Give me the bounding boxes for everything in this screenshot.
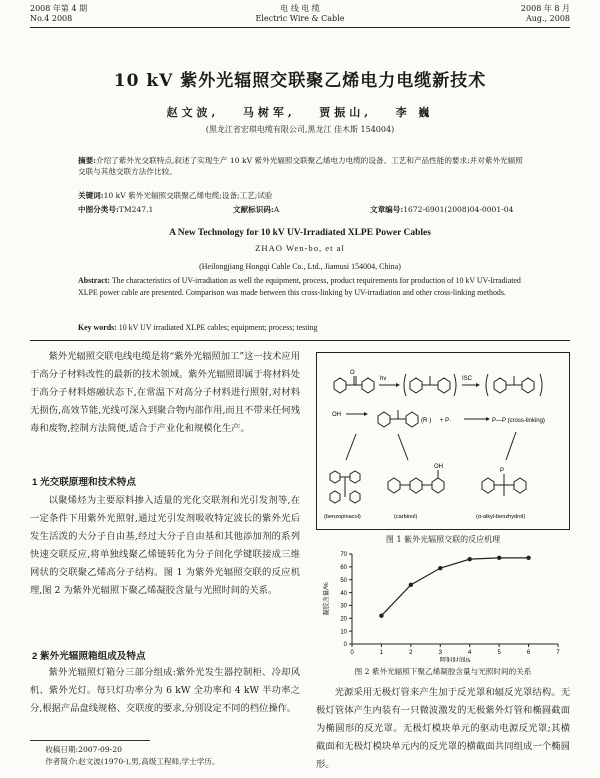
y-tick-label: 30 — [340, 603, 347, 610]
header-issue-cn: 2008 年第 4 期 — [30, 4, 88, 13]
section-1-paragraph: 以聚烯烃为主要原料掺入适量的光化交联剂和光引发剂等,在一定条件下用紫外光照射,通过光引发剂吸收特定波长的紫外光后发生活泼的大分子自由基,经过大分子自由基和其他添加剂的系列快速交联反应,将单独线聚乙烯链转化为分子间化学键联接成三维网状的交联聚乙烯高分子结构。图 1 为紫外光辐照交联的反应机理,图 2 为紫外光辐照下聚乙烯凝胶含量与光照时间的关系。 — [30, 495, 300, 597]
gel-data-point — [497, 556, 501, 560]
clc-field — [78, 204, 153, 215]
x-tick-label: 1 — [379, 650, 384, 656]
article-number-label: 文章编号: — [370, 205, 404, 214]
benzophenone-molecule — [334, 376, 374, 393]
svg-text:O: O — [350, 370, 355, 376]
footnote-rule — [30, 740, 150, 741]
footnote-author: 作者简介:赵文波(1970-),男,高级工程师,学士学历。 — [45, 757, 220, 766]
author: 贾振山, — [319, 106, 373, 119]
branch-arrow-1 — [346, 434, 356, 460]
y-tick-label: 0 — [343, 642, 347, 649]
y-axis-label: 凝胶含量/% — [323, 582, 330, 616]
alkyl-p-label: P — [500, 468, 505, 474]
english-keywords-text: 10 kV UV irradiated XLPE cables; equipment; process; testing — [118, 323, 318, 332]
abstract-rule — [30, 340, 570, 341]
abstract-label: 摘要: — [78, 156, 96, 165]
abstraction-arrow-head — [364, 412, 368, 416]
gel-data-point — [438, 566, 442, 570]
english-keywords-label: Key words: — [78, 323, 117, 332]
gel-data-point — [526, 556, 530, 560]
affiliation: (黑龙江省宏琪电缆有限公司,黑龙江 佳木斯 154004) — [205, 125, 395, 134]
author: 马树军, — [242, 106, 296, 119]
doc-code-label: 文献标识码: — [233, 205, 274, 214]
carbinol-oh-label: OH — [434, 464, 443, 470]
y-tick-label: 40 — [340, 590, 347, 597]
header-issue-en: No.4 2008 — [30, 14, 73, 23]
english-affiliation: (Heilongjiang Hongqi Cable Co., Ltd., Jiamusi 154004, China) — [199, 262, 401, 271]
y-tick-label: 10 — [340, 629, 347, 636]
section-2-paragraph: 紫外光辐照灯箱分三部分组成:紫外光发生器控制柜、冷却风机、紫外光灯。每只灯功率分为 6 kW 全功率和 4 kW 半功率之分,根据产品盘线规格、交联度的要求,分别设定不同的档位操作。 — [30, 667, 300, 715]
header-center — [0, 4, 600, 24]
x-tick-label: 7 — [556, 650, 560, 656]
r-radical-label: (R·) — [421, 418, 432, 424]
x-tick-label: 4 — [468, 650, 472, 656]
article-number-value: 1672-6901(2008)04-0001-04 — [403, 205, 514, 214]
plus-p: + P· — [440, 418, 452, 424]
excited-benzophenone — [404, 374, 456, 396]
oh-label: OH — [332, 412, 341, 418]
isc-arrow-head — [476, 383, 480, 387]
y-tick-label: 50 — [340, 577, 347, 584]
reaction-mechanism-diagram — [316, 352, 570, 530]
branch-arrow-3 — [506, 432, 516, 460]
english-abstract — [78, 275, 526, 298]
journal-name-en: Electric Wire & Cable — [255, 14, 345, 23]
gel-series-line — [381, 558, 528, 616]
x-tick-label: 0 — [350, 650, 354, 656]
author: 李 巍 — [395, 106, 434, 119]
gel-data-point — [409, 583, 413, 587]
figure-2-caption: 图 2 紫外光辐照下聚乙烯凝胶含量与光照时间的关系 — [354, 667, 532, 676]
author-list — [0, 104, 600, 120]
hv-label: hv — [380, 376, 387, 382]
isc-label: ISC — [462, 376, 473, 382]
y-tick-label: 70 — [340, 552, 347, 559]
section-2-heading: 2 紫外光辐照箱组成及特点 — [32, 651, 146, 662]
carbinol-label: (carbinol) — [394, 514, 418, 520]
benzopinacol-molecule — [330, 471, 360, 503]
keywords-text: 10 kV 紫外光辐照交联聚乙烯电缆;设备;工艺;试验 — [103, 191, 273, 200]
benzopinacol-label: (benzopinacol) — [324, 514, 361, 520]
english-keywords — [78, 322, 526, 333]
alkyl-benzhydrol-molecule — [482, 474, 526, 496]
intro-paragraph: 紫外光辐照交联电线电缆是将“紫外光辐照加工”这一技术应用于高分子材料改性的最新的技术领域。紫外光辐照即属于将材料处于高分子材料熔融状态下,在常温下对高分子材料进行照射,对材料无损伤,高效节能,光线可深入到聚合物内部作用,而且不带来任何残毒和废物,控制方法简便,适合于产业化和规模化生产。 — [30, 351, 300, 435]
reaction-arrow-head — [396, 383, 400, 387]
carbinol-molecule — [388, 470, 444, 493]
figure-1 — [316, 352, 570, 530]
x-tick-label: 6 — [526, 650, 531, 656]
alkyl-benzhydrol-label: (α-alkyl-benzhydrol) — [476, 514, 526, 520]
gel-content-chart — [318, 548, 570, 662]
gel-data-point — [468, 557, 472, 561]
right-column-paragraph: 光源采用无极灯管来产生加于反光罩和辐反光罩结构。无极灯管体产生内装有一只微波激发的无极紫外灯管和椭圆截面为椭圆形的反光罩。无极灯模块单元的驱动电源反光罩;其横截面和无极灯模块单元内的反光罩的横截面共同组成一个椭圆形。 — [316, 687, 570, 771]
clc-label: 中图分类号: — [78, 205, 119, 214]
header-date-en: Aug., 2008 — [525, 14, 570, 23]
section-1-heading: 1 光交联原理和技术特点 — [32, 477, 136, 488]
figure-1-caption: 图 1 紫外光辐照交联的反应机理 — [385, 535, 501, 544]
x-axis-label: 照射时间/s — [439, 657, 471, 662]
footnotes — [30, 744, 300, 768]
cross-linking-label: P—P (cross-linking) — [492, 418, 545, 424]
ketyl-radical — [378, 410, 418, 427]
paper-title: 10 kV 紫外光辐照交联聚乙烯电力电缆新技术 — [113, 71, 487, 91]
english-author: ZHAO Wen-bo, et al — [255, 243, 345, 253]
english-title: A New Technology for 10 kV UV-Irradiated XLPE Power Cables — [169, 228, 431, 238]
y-tick-label: 20 — [340, 616, 347, 623]
journal-name-cn: 电 线 电 缆 — [280, 4, 320, 13]
x-tick-label: 2 — [409, 650, 413, 656]
abstract-text: 介绍了紫外光交联特点,叙述了实现生产 10 kV 紫外光辐照交联聚乙烯电力电缆的设备、工艺和产品性能的要求;并对紫外光辐照交联与其他交联方法作比较。 — [78, 156, 523, 176]
figure-2 — [318, 548, 570, 662]
footnote-received: 收稿日期:2007-09-20 — [45, 745, 122, 754]
doc-code-value: A — [273, 205, 280, 214]
gel-data-point — [379, 614, 383, 618]
x-tick-label: 5 — [497, 650, 501, 656]
author: 赵文波, — [166, 106, 220, 119]
abstract-cn — [78, 155, 526, 177]
header-rule — [30, 27, 570, 28]
triplet-benzophenone — [486, 374, 542, 396]
cross-arrow-head — [486, 417, 490, 421]
header-date-cn: 2008 年 8 月 — [520, 4, 570, 13]
clc-value: TM247.1 — [118, 205, 154, 214]
english-abstract-label: Abstract: — [78, 276, 110, 285]
header-right — [521, 4, 570, 24]
article-number-field — [370, 204, 513, 215]
english-abstract-text: The characteristics of UV-irradiation as well the equipment, process, product requirements for production of 10 kV UV-Irradiated XLPE power cable are presented. Comparison was made between this cross-linking by UV-irradiation and other cross-linking methods. — [78, 276, 521, 297]
y-tick-label: 60 — [340, 565, 347, 572]
keywords-cn — [78, 190, 526, 201]
doc-code-field — [233, 204, 279, 215]
keywords-label: 关键词: — [78, 191, 104, 200]
branch-arrow-2 — [398, 434, 408, 460]
x-tick-label: 3 — [438, 650, 442, 656]
